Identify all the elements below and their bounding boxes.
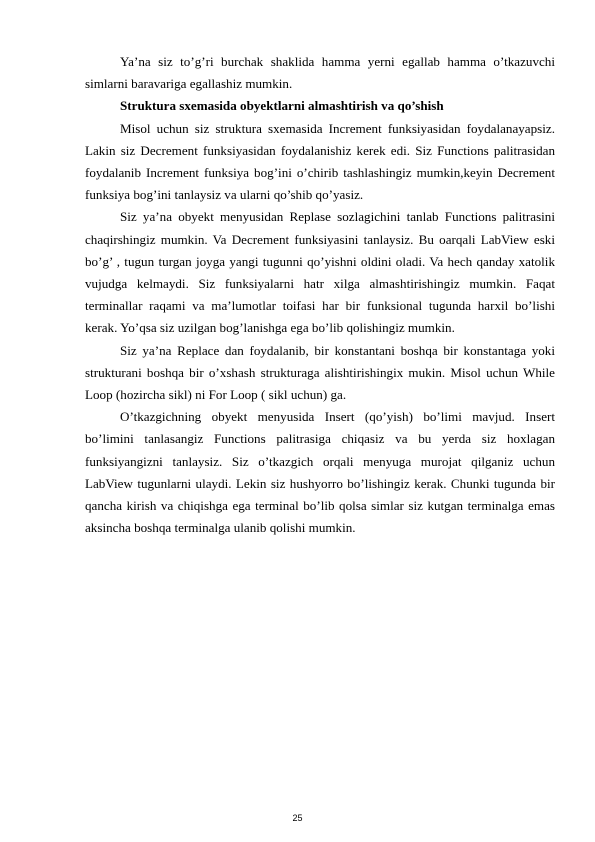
paragraph-replace-structures: Siz ya’na Replace dan foydalanib, bir konstantani boshqa bir konstantaga yoki strukturani boshqa bir o’xshash strukturaga alishtirishingix mukin. Misol uchun While Loop (hozircha sikl) ni For Loop ( sikl uchun) ga. [85,342,555,403]
paragraph-replace-menu: Siz ya’na obyekt menyusidan Replase sozlagichini tanlab Functions palitrasini chaqirshingiz mumkin. Va Decrement funksiyasini tanlaysiz. Bu oarqali LabView eski bo’g’ , tugun turgan joyga yangi tugunni qo’yishni oldini oladi. Va hech qanday xatolik vujudga kelmaydi. Siz funksiyalarni hatr xilga almashtirishingiz mumkin. Faqat terminallar raqami va ma’lumotlar toifasi har bir funksional tugunda harxil bo’lishi kerak. Yo’qsa siz uzilgan bog’lanishga ega bo’lib qolishingiz mumkin. [85,209,555,336]
paragraph-intro: Ya’na siz to’g’ri burchak shaklida hamma yerni egallab hamma o’tkazuvchi simlarni baravariga egallashiz mumkin. [85,54,555,92]
paragraph-insert-menu: O’tkazgichning obyekt menyusida Insert (qo’yish) bo’limi mavjud. Insert bo’limini tanlasangiz Functions palitrasiga chiqasiz va bu yerda siz hoxlagan funksiyangizni tanlaysiz. Siz o’tkazgich orqali menyuga murojat qilganiz uchun LabView tugunlarni ulaydi. Lekin siz hushyorro bo’lishingiz kerak. Chunki tugunda bir qancha kirish va chiqishga ega terminal bo’lib qolsa simlar siz kutgan terminalga emas aksincha boshqa terminalga ulanib qolishi mumkin. [85,409,555,536]
document-body [85,51,555,539]
paragraph-increment-example: Misol uchun siz struktura sxemasida Increment funksiyasidan foydalanayapsiz. Lakin siz Decrement funksiyasidan foydalanishiz kerek edi. Siz Functions palitrasidan foydalanib Increment funksiya bog’ini o’chirib tashlashingiz mumkin,keyin Decrement funksiya bog’ini tanlaysiz va ularni qo’shib qo’yasiz. [85,120,555,203]
section-heading: Struktura sxemasida obyektlarni almashtirish va qo’shish [120,98,444,114]
page-number: 25 [292,813,303,823]
